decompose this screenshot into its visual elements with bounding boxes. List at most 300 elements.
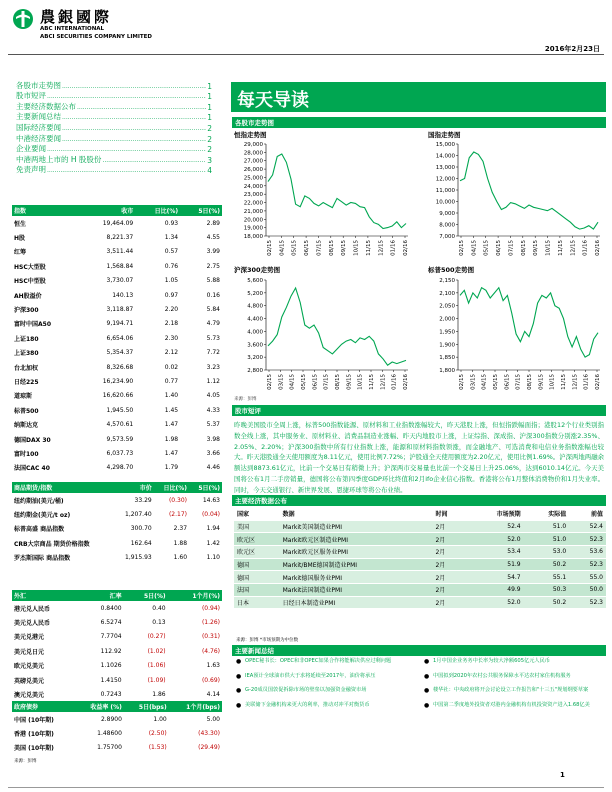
- x-tick-label: 11/15: [365, 240, 372, 256]
- commodity-name: CRB大宗商品 期货价格指数: [14, 540, 90, 548]
- econ-item: Markit德国服务业PMI: [280, 571, 433, 584]
- econ-data-table: [234, 508, 606, 609]
- index-day-change: 2.18: [164, 320, 179, 328]
- fx-1month-change: (1.26): [201, 619, 220, 627]
- econ-previous: 55.0: [569, 571, 606, 584]
- econ-item: Markit/BME德国制造业PMI: [280, 558, 433, 571]
- y-tick-label: 19,000: [243, 225, 263, 232]
- fx-table: [12, 590, 222, 702]
- bond-1month-change: (43.30): [198, 730, 220, 738]
- chart-csi300: [232, 276, 412, 398]
- news-item: ● IEA预计全球油市供大于求将延续至2017年，油价将承压: [236, 672, 376, 680]
- index-day-change: 1.34: [164, 234, 179, 242]
- y-tick-label: 2,100: [439, 290, 455, 297]
- econ-previous: 50.0: [569, 583, 606, 596]
- econ-item: Markit美国制造业PMI: [280, 520, 433, 533]
- table-row: [12, 403, 222, 417]
- bond-name: 中国 (10年期): [14, 716, 54, 724]
- econ-previous: 52.3: [569, 533, 606, 546]
- commodity-day-change: 1.88: [173, 539, 188, 547]
- table-row: [12, 644, 222, 658]
- table-header-cell: 5日(bps): [124, 701, 169, 712]
- bond-yield: 1.48600: [97, 730, 122, 738]
- table-row: [234, 571, 606, 584]
- index-close: 4,570.61: [106, 421, 134, 429]
- series-line: [460, 288, 598, 357]
- econ-expected: 52.0: [467, 596, 524, 609]
- bonds-source-note: 来源：彭博: [14, 759, 37, 764]
- y-tick-label: 21,000: [243, 208, 263, 215]
- table-row: [12, 461, 222, 475]
- y-tick-label: 4,000: [247, 329, 263, 336]
- table-row: [12, 302, 222, 316]
- econ-previous: 52.3: [569, 596, 606, 609]
- y-tick-label: 2,050: [439, 303, 455, 310]
- x-tick-label: 02/16: [595, 240, 601, 256]
- econ-item: Markit欧元区制造业PMI: [280, 533, 433, 546]
- y-tick-label: 28,000: [243, 150, 263, 157]
- econ-period: 2月: [432, 533, 466, 546]
- section-charts-header: 各股市走势图: [232, 117, 606, 128]
- x-tick-label: 05/15: [301, 374, 307, 390]
- index-name: 日经225: [14, 378, 39, 386]
- index-5day-change: 4.46: [206, 464, 220, 472]
- table-header-row: [12, 701, 222, 712]
- index-close: 3,730.07: [106, 277, 134, 285]
- commodity-price: 33.29: [134, 496, 152, 504]
- table-header-row: [12, 482, 222, 493]
- table-header-cell: 5日(%): [189, 482, 222, 493]
- y-tick-label: 11,000: [435, 188, 455, 194]
- econ-period: 2月: [432, 558, 466, 571]
- index-5day-change: 0.16: [206, 291, 220, 299]
- index-5day-change: 5.37: [206, 421, 220, 429]
- fx-rate: 7.7704: [100, 633, 122, 641]
- toc-item[interactable]: 企业要闻 ..... 2: [16, 144, 212, 155]
- x-tick-label: 03/15: [470, 374, 477, 390]
- toc-item[interactable]: 中港两地上市的 H 股股份 ..... 3: [16, 154, 212, 165]
- x-tick-label: 10/15: [545, 240, 552, 256]
- toc-item[interactable]: 免责声明 ..... 4: [16, 165, 212, 176]
- table-row: [12, 288, 222, 302]
- index-close: 5,354.37: [106, 349, 134, 357]
- y-tick-label: 15,000: [435, 142, 455, 148]
- index-5day-change: 3.66: [206, 449, 220, 457]
- header-divider: [8, 54, 604, 55]
- x-tick-label: 09/15: [533, 240, 540, 256]
- index-close: 6,037.73: [106, 449, 134, 457]
- x-tick-label: 12/15: [572, 374, 579, 390]
- commodity-price: 1,207.40: [125, 511, 152, 519]
- y-tick-label: 14,000: [435, 153, 455, 160]
- econ-header-cell: 前值: [569, 508, 606, 520]
- index-5day-change: 3.99: [206, 248, 220, 256]
- x-tick-label: 06/15: [496, 240, 503, 256]
- news-left-column: [236, 658, 414, 716]
- fx-5day-change: (1.02): [147, 647, 166, 655]
- table-row: [12, 317, 222, 331]
- x-tick-label: 05/15: [493, 374, 499, 390]
- index-5day-change: 1.12: [206, 377, 220, 385]
- commodity-5day-change: 1.94: [206, 525, 220, 533]
- x-tick-label: 05/15: [291, 240, 298, 256]
- brand-company-name: ABCI SECURITIES COMPANY LIMITED: [40, 34, 152, 40]
- econ-header-cell: 时间: [432, 508, 466, 520]
- toc-item[interactable]: 主要新闻总结 ..... 1: [16, 112, 212, 123]
- table-header-cell: 政府债券: [12, 701, 74, 712]
- y-tick-label: 24,000: [243, 183, 263, 190]
- table-row: [12, 673, 222, 687]
- econ-country: 欧元区: [234, 533, 280, 546]
- econ-expected: 52.4: [467, 520, 524, 533]
- fx-pair: 欧元兑美元: [14, 663, 45, 671]
- index-day-change: 1.79: [164, 464, 179, 472]
- y-tick-label: 2,800: [247, 368, 263, 374]
- bond-5day-change: (1.53): [148, 744, 167, 752]
- commodity-name: 罗杰斯国际 商品指数: [14, 555, 71, 563]
- section-commentary-header: 股市短评: [232, 405, 606, 416]
- x-tick-label: 02/15: [267, 374, 273, 390]
- fx-pair: 港元兑人民币: [14, 605, 51, 613]
- fx-rate: 0.8400: [100, 604, 122, 612]
- index-close: 19,464.09: [102, 219, 134, 227]
- table-row: [12, 346, 222, 360]
- news-right-column: [424, 658, 604, 716]
- commodity-day-change: (0.30): [168, 496, 188, 504]
- x-tick-label: 08/15: [335, 374, 341, 390]
- econ-country: 法国: [234, 583, 280, 596]
- index-name: 上证180: [14, 335, 39, 343]
- econ-actual: 50.3: [524, 583, 570, 596]
- index-day-change: 0.97: [164, 291, 179, 299]
- news-item: ● 1月中国企业务务中长率为较大净额605亿元人民币: [424, 658, 550, 665]
- econ-period: 2月: [432, 596, 466, 609]
- econ-country: 德国: [234, 558, 280, 571]
- table-row: [12, 493, 222, 507]
- x-tick-label: 10/15: [357, 374, 364, 390]
- y-tick-label: 12,000: [435, 176, 455, 183]
- index-day-change: 0.76: [164, 262, 179, 270]
- x-tick-label: 08/15: [527, 374, 533, 390]
- econ-header-cell: 实际值: [524, 508, 570, 520]
- y-tick-label: 1,850: [439, 355, 455, 362]
- y-tick-label: 22,000: [243, 200, 263, 207]
- bond-name: 香港 (10年期): [14, 731, 54, 739]
- y-tick-label: 9,000: [439, 211, 455, 217]
- chart-title-hscei: 国指走势图: [428, 131, 461, 139]
- x-tick-label: 11/15: [557, 240, 564, 256]
- table-header-cell: 5日(%): [124, 590, 168, 601]
- econ-header-cell: 国家: [234, 508, 280, 520]
- fx-5day-change: (1.09): [147, 676, 166, 684]
- y-tick-label: 27,000: [243, 158, 263, 165]
- econ-country: 日本: [234, 596, 280, 609]
- y-tick-label: 1,800: [439, 368, 455, 374]
- x-tick-label: 04/15: [481, 374, 488, 390]
- index-5day-change: 4.05: [206, 392, 220, 400]
- fx-rate: 1.4150: [100, 676, 122, 684]
- index-5day-change: 4.79: [206, 320, 220, 328]
- table-row: [234, 583, 606, 596]
- table-row: [12, 507, 222, 521]
- bonds-table: [12, 701, 222, 755]
- commodity-day-change: 2.37: [173, 525, 188, 533]
- index-name: 标普500: [14, 407, 39, 415]
- table-row: [12, 536, 222, 550]
- index-close: 8,326.68: [106, 363, 134, 371]
- bond-5day-change: 1.00: [153, 715, 167, 723]
- y-tick-label: 8,000: [439, 222, 455, 229]
- x-tick-label: 06/15: [312, 374, 319, 390]
- index-name: 恒生: [14, 220, 27, 228]
- fx-pair: 澳元兑美元: [14, 692, 45, 700]
- table-row: [12, 216, 222, 230]
- toc-item[interactable]: 股市短评 ..... 1: [16, 91, 212, 102]
- section-econ-header: 主要经济数据公布: [232, 495, 606, 506]
- chart-sp500: [424, 276, 604, 398]
- y-tick-label: 18,000: [243, 234, 263, 240]
- fx-5day-change: (1.06): [147, 662, 166, 670]
- x-tick-label: 04/15: [289, 374, 296, 390]
- table-header-cell: 外汇: [12, 590, 81, 601]
- commodity-day-change: (2.17): [168, 511, 188, 519]
- y-tick-label: 4,400: [247, 316, 263, 323]
- y-tick-label: 26,000: [243, 167, 263, 174]
- econ-period: 2月: [432, 545, 466, 558]
- y-tick-label: 25,000: [243, 175, 263, 182]
- x-tick-label: 08/15: [520, 240, 527, 256]
- table-row: [12, 659, 222, 673]
- index-close: 16,234.90: [102, 377, 134, 385]
- table-header-cell: 收市: [79, 205, 135, 216]
- table-header-cell: 日比(%): [154, 482, 189, 493]
- news-item: ● OPEC秘书长：OPEC和非OPEC如果合作将能解决供应过剩问题: [236, 658, 392, 665]
- econ-actual: 50.2: [524, 558, 570, 571]
- table-row: [12, 360, 222, 374]
- econ-previous: 52.3: [569, 558, 606, 571]
- fx-1month-change: (0.69): [201, 676, 220, 684]
- index-5day-change: 7.72: [206, 349, 220, 357]
- series-line: [460, 152, 598, 229]
- x-tick-label: 01/16: [582, 240, 589, 256]
- x-tick-label: 07/15: [515, 374, 522, 390]
- index-name: 富时100: [14, 450, 39, 458]
- commodity-day-change: 1.60: [173, 554, 188, 562]
- table-row: [12, 741, 222, 755]
- x-tick-label: 06/15: [504, 374, 511, 390]
- econ-item: Markit欧元区服务业PMI: [280, 545, 433, 558]
- fx-1month-change: (4.76): [201, 647, 220, 655]
- fx-1month-change: 1.63: [206, 662, 220, 670]
- chart-title-sp500: 标普500走势图: [428, 266, 475, 274]
- bond-name: 美国 (10年期): [14, 745, 54, 753]
- x-tick-label: 07/15: [316, 240, 323, 256]
- econ-previous: 53.6: [569, 545, 606, 558]
- indices-table: [12, 205, 222, 475]
- index-day-change: 2.20: [164, 306, 179, 314]
- index-name: HSC大型股: [14, 263, 46, 271]
- y-tick-label: 29,000: [243, 142, 263, 148]
- index-close: 4,298.70: [106, 464, 134, 472]
- x-tick-label: 09/15: [346, 374, 353, 390]
- index-close: 3,511.44: [106, 248, 134, 256]
- index-5day-change: 3.98: [206, 435, 220, 443]
- table-row: [12, 274, 222, 288]
- x-tick-label: 03/15: [278, 374, 285, 390]
- index-name: 德国DAX 30: [14, 436, 51, 444]
- index-5day-change: 3.23: [206, 363, 220, 371]
- commodity-5day-change: 1.42: [206, 539, 220, 547]
- commodity-name: 纽约期金(美元/t oz): [14, 512, 71, 520]
- econ-expected: 49.9: [467, 583, 524, 596]
- bond-1month-change: 5.00: [206, 715, 220, 723]
- index-day-change: 0.77: [164, 377, 179, 385]
- econ-item: Markit法国制造业PMI: [280, 583, 433, 596]
- news-item: ● G-20成员国敦促拆除市场的壁垒以加强资金融资市场: [236, 687, 367, 695]
- table-row: [12, 417, 222, 431]
- fx-rate: 1.1026: [100, 662, 122, 670]
- bond-5day-change: (2.50): [148, 730, 167, 738]
- x-tick-label: 08/15: [328, 240, 335, 256]
- y-tick-label: 7,000: [439, 234, 455, 240]
- econ-country: 美国: [234, 520, 280, 533]
- section-news-header: 主要新闻总结: [232, 645, 606, 656]
- commodity-price: 1,915.93: [125, 554, 152, 562]
- fx-5day-change: 1.86: [152, 691, 166, 699]
- econ-header-cell: 市场预期: [467, 508, 524, 520]
- econ-expected: 53.4: [467, 545, 524, 558]
- series-line: [268, 288, 406, 365]
- commodity-5day-change: 1.10: [206, 554, 220, 562]
- brand-name-en: ABC INTERNATIONAL: [40, 26, 105, 32]
- fx-pair: 美元兑人民币: [14, 620, 51, 628]
- table-header-cell: 1个月(%): [168, 590, 222, 601]
- table-row: [234, 520, 606, 533]
- index-close: 140.13: [112, 291, 134, 299]
- econ-expected: 51.9: [467, 558, 524, 571]
- index-day-change: 1.45: [164, 406, 179, 414]
- index-close: 1,568.84: [106, 262, 134, 270]
- commodity-price: 162.64: [130, 539, 152, 547]
- x-tick-label: 01/16: [583, 374, 590, 390]
- table-row: [12, 630, 222, 644]
- index-close: 6,654.06: [106, 334, 134, 342]
- footer-divider: [8, 787, 604, 788]
- table-header-cell: 1个月(bps): [169, 701, 222, 712]
- bond-yield: 1.75700: [97, 744, 122, 752]
- index-day-change: 0.02: [164, 363, 179, 371]
- x-tick-label: 11/15: [561, 374, 567, 390]
- x-tick-label: 02/16: [403, 240, 409, 256]
- econ-actual: 50.2: [524, 596, 570, 609]
- x-tick-label: 06/15: [304, 240, 311, 256]
- y-tick-label: 2,150: [439, 278, 455, 284]
- table-row: [12, 374, 222, 388]
- index-5day-change: 5.73: [206, 334, 220, 342]
- x-tick-label: 02/16: [595, 374, 601, 390]
- index-close: 3,118.87: [106, 306, 134, 314]
- econ-actual: 55.1: [524, 571, 570, 584]
- commodity-name: 纽约期油(美元/桶): [14, 497, 64, 505]
- fx-5day-change: (0.27): [147, 633, 166, 641]
- news-item: ● 中国第二季度地外投资者对港内金融机构有机投资资产进入1.68亿美: [424, 701, 590, 709]
- commodities-table: [12, 482, 222, 565]
- page-number: 1: [560, 771, 565, 779]
- y-tick-label: 10,000: [435, 199, 455, 206]
- toc-item[interactable]: 各股市走势图 ..... 1: [16, 80, 212, 91]
- news-item: ● 楼华社：中央政府将开会讨论设立工作报告和"十三五"规划纲要草案: [424, 687, 589, 695]
- index-5day-change: 4.33: [206, 406, 220, 414]
- y-tick-label: 3,600: [247, 342, 263, 349]
- fx-pair: 英磅兑美元: [14, 677, 45, 685]
- econ-actual: 51.0: [524, 533, 570, 546]
- index-close: 9,194.71: [106, 320, 134, 328]
- table-header-cell: 收益率 (%): [74, 701, 124, 712]
- x-tick-label: 07/15: [508, 240, 515, 256]
- toc-item[interactable]: 主要经济数据公布 ..... 1: [16, 101, 212, 112]
- toc-item[interactable]: 国际经济要闻 ..... 2: [16, 122, 212, 133]
- x-tick-label: 02/16: [403, 374, 409, 390]
- index-name: AH股溢价: [14, 292, 42, 300]
- table-header-row: [12, 205, 222, 216]
- bond-1month-change: (29.49): [198, 744, 220, 752]
- table-row: [234, 558, 606, 571]
- index-name: 纳斯达克: [14, 422, 39, 430]
- fx-5day-change: 0.40: [152, 604, 166, 612]
- x-tick-label: 10/15: [353, 240, 360, 256]
- fx-rate: 0.7243: [100, 691, 122, 699]
- econ-country: 欧元区: [234, 545, 280, 558]
- table-row: [12, 245, 222, 259]
- index-day-change: 2.30: [164, 334, 179, 342]
- table-row: [234, 545, 606, 558]
- toc-item[interactable]: 中港经济要闻 ..... 2: [16, 133, 212, 144]
- index-name: 上证380: [14, 350, 39, 358]
- commodity-5day-change: (0.04): [201, 511, 220, 519]
- index-5day-change: 5.88: [206, 277, 220, 285]
- table-row: [12, 259, 222, 273]
- x-tick-label: 12/15: [378, 240, 385, 256]
- table-header-cell: 商品期货/指数: [12, 482, 114, 493]
- fx-5day-change: 0.13: [152, 619, 166, 627]
- econ-expected: 54.7: [467, 571, 524, 584]
- table-row: [12, 432, 222, 446]
- commodity-name: 标普高盛 商品指数: [14, 526, 65, 534]
- y-tick-label: 5,600: [247, 278, 263, 284]
- table-row: [12, 551, 222, 565]
- index-5day-change: 4.55: [206, 234, 220, 242]
- index-5day-change: 2.75: [206, 262, 220, 270]
- table-header-cell: 日比(%): [135, 205, 180, 216]
- index-close: 1,945.50: [106, 406, 134, 414]
- chart-source-note: 来源：彭博: [234, 397, 257, 402]
- x-tick-label: 02/15: [267, 240, 273, 256]
- index-name: HSC中型股: [14, 278, 46, 286]
- y-tick-label: 1,900: [439, 342, 455, 349]
- fx-rate: 112.92: [100, 647, 122, 655]
- table-header-cell: 指数: [12, 205, 79, 216]
- y-tick-label: 1,950: [439, 329, 455, 336]
- index-day-change: 0.57: [164, 248, 179, 256]
- table-row: [12, 712, 222, 726]
- x-tick-label: 05/15: [483, 240, 490, 256]
- index-name: 富时中国A50: [14, 321, 51, 329]
- index-name: 道琼斯: [14, 393, 33, 401]
- table-header-cell: 5日(%): [180, 205, 222, 216]
- report-date: 2016年2月23日: [544, 45, 600, 53]
- table-header-cell: 汇率: [81, 590, 124, 601]
- y-tick-label: 20,000: [243, 217, 263, 224]
